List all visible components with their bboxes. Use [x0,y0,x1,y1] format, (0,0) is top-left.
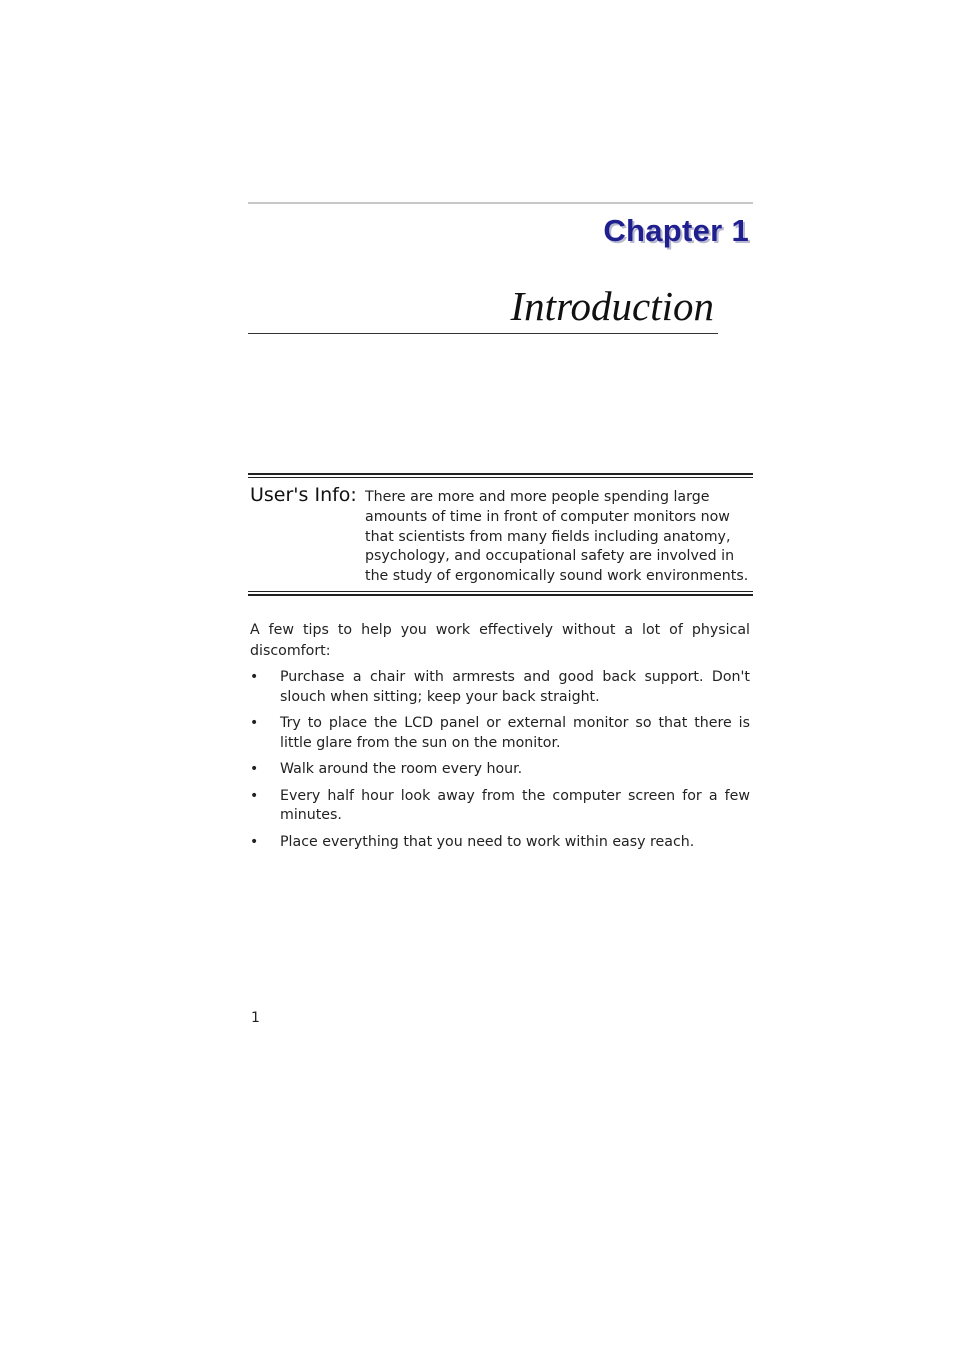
bullet-icon: • [250,787,259,804]
bullet-icon: • [250,833,259,850]
tip-text: Purchase a chair with armrests and good back support. Don't slouch when sitting; keep your back straight. [280,669,750,705]
bullet-icon: • [250,715,259,731]
chapter-title: Introduction [510,283,714,329]
title-underline-rule [248,333,718,334]
bullet-icon: • [250,669,259,685]
bullet-icon: • [250,761,259,777]
list-item [250,833,750,853]
list-item [250,787,750,826]
list-item [250,668,750,707]
info-box-bottom-rule [248,591,753,596]
list-item [250,760,750,780]
info-box-top-rule [248,473,753,478]
tips-list [250,668,750,859]
list-item [250,714,750,753]
users-info-text: There are more and more people spending large amounts of time in front of computer monitors now that scientists from many fields including anatomy, psychology, and occupational safety are involved in the study of ergonomically sound work environments. [365,489,749,585]
tip-text: Try to place the LCD panel or external monitor so that there is little glare from the sun on the monitor. [280,715,750,751]
header-top-rule [248,202,753,204]
page-number: 1 [251,1010,260,1026]
tip-text: Place everything that you need to work within easy reach. [280,833,695,850]
chapter-label: Chapter 1 [603,213,749,248]
tip-text: Walk around the room every hour. [280,761,523,777]
intro-paragraph: A few tips to help you work effectively without a lot of physical discomfort: [250,622,750,659]
users-info-label: User's Info: [250,484,357,506]
tip-text: Every half hour look away from the computer screen for a few minutes. [280,787,750,823]
